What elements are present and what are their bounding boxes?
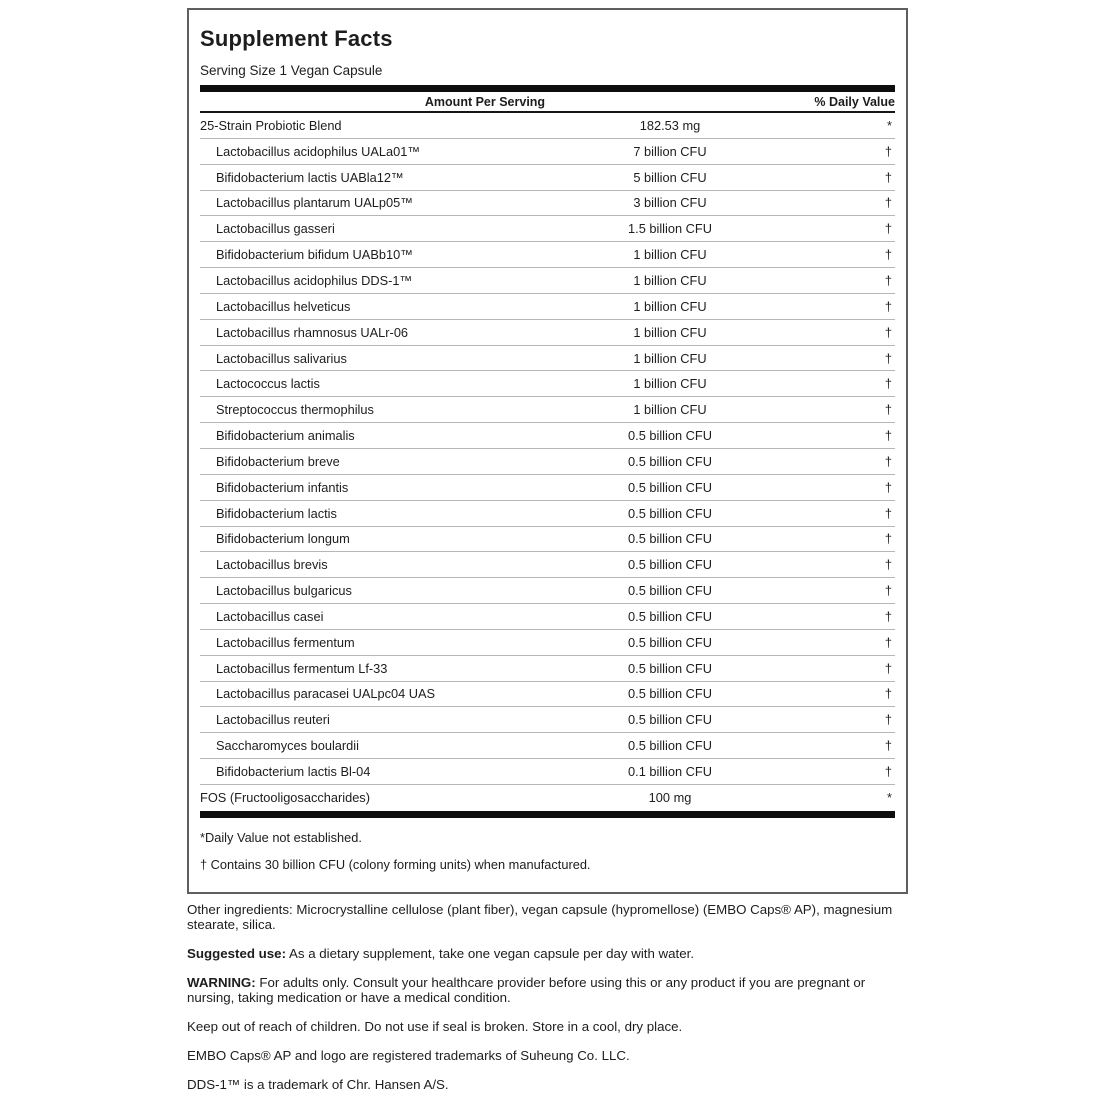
ingredient-name: Bifidobacterium lactis UABla12™ (216, 169, 404, 185)
ingredient-row (200, 268, 895, 294)
ingredient-row (200, 656, 895, 682)
footnote-cfu: † Contains 30 billion CFU (colony forming units) when manufactured. (200, 856, 591, 872)
ingredient-daily-value: † (884, 608, 892, 624)
ingredient-row (200, 475, 895, 501)
ingredient-row (200, 682, 895, 708)
ingredient-daily-value: † (884, 479, 892, 495)
paragraph-text: EMBO Caps® AP and logo are registered trademarks of Suheung Co. LLC. (187, 1047, 630, 1063)
ingredient-amount: 0.5 billion CFU (628, 505, 712, 521)
paragraph-text: As a dietary supplement, take one vegan capsule per day with water. (286, 946, 695, 962)
ingredient-amount: 0.5 billion CFU (628, 686, 712, 702)
ingredient-daily-value: † (884, 221, 892, 237)
ingredient-amount: 0.5 billion CFU (628, 634, 712, 650)
ingredient-row (200, 733, 895, 759)
column-header-daily-value: % Daily Value (814, 94, 895, 109)
ingredient-daily-value: † (884, 505, 892, 521)
ingredient-daily-value: † (884, 660, 892, 676)
ingredient-daily-value: † (884, 402, 892, 418)
panel-title: Supplement Facts (200, 26, 393, 51)
ingredient-name: Bifidobacterium lactis (216, 505, 337, 521)
ingredient-name: Lactobacillus rhamnosus UALr-06 (216, 324, 409, 340)
ingredient-amount: 0.5 billion CFU (628, 738, 712, 754)
ingredient-daily-value: † (884, 376, 892, 392)
ingredient-name: Saccharomyces boulardii (216, 738, 359, 754)
ingredient-amount: 7 billion CFU (633, 143, 707, 159)
ingredient-row (200, 604, 895, 630)
ingredient-row (200, 552, 895, 578)
ingredient-amount: 0.5 billion CFU (628, 583, 712, 599)
ingredient-row (200, 139, 895, 165)
paragraph-label: WARNING: (187, 974, 256, 990)
serving-size: Serving Size 1 Vegan Capsule (200, 63, 383, 78)
ingredient-daily-value: † (884, 764, 892, 780)
ingredient-name: Lactobacillus reuteri (216, 712, 330, 728)
ingredient-amount: 1 billion CFU (633, 350, 707, 366)
ingredient-amount: 182.53 mg (639, 117, 701, 133)
ingredient-amount: 0.5 billion CFU (628, 428, 712, 444)
ingredient-daily-value: † (884, 686, 892, 702)
ingredient-row (200, 320, 895, 346)
ingredient-amount: 1 billion CFU (633, 402, 707, 418)
dds-trademark (187, 1077, 913, 1092)
supplement-facts-panel (187, 8, 908, 894)
ingredient-amount: 1 billion CFU (633, 247, 707, 263)
ingredient-daily-value: * (887, 117, 892, 133)
ingredient-name: Lactococcus lactis (216, 376, 320, 392)
ingredient-name: Lactobacillus casei (216, 608, 324, 624)
ingredient-name: Lactobacillus acidophilus DDS-1™ (216, 272, 413, 288)
paragraph-label: Other ingredients: (187, 902, 293, 917)
ingredient-daily-value: † (884, 531, 892, 547)
ingredient-amount: 0.5 billion CFU (628, 479, 712, 495)
ingredient-name: Bifidobacterium breve (216, 453, 340, 469)
ingredient-name: Lactobacillus gasseri (216, 221, 335, 237)
ingredient-row (200, 501, 895, 527)
ingredient-row (200, 630, 895, 656)
ingredient-row (200, 191, 895, 217)
ingredient-daily-value: † (884, 324, 892, 340)
ingredient-row (200, 371, 895, 397)
ingredient-row (200, 165, 895, 191)
paragraph-text: DDS-1™ is a trademark of Chr. Hansen A/S. (187, 1076, 449, 1092)
ingredient-amount: 100 mg (648, 790, 692, 806)
ingredient-row (200, 216, 895, 242)
ingredient-amount: 0.5 billion CFU (628, 660, 712, 676)
ingredient-amount: 1.5 billion CFU (628, 221, 712, 237)
ingredient-row (200, 423, 895, 449)
ingredient-daily-value: † (884, 247, 892, 263)
ingredient-amount: 0.5 billion CFU (628, 608, 712, 624)
ingredient-daily-value: † (884, 169, 892, 185)
ingredient-daily-value: † (884, 634, 892, 650)
ingredient-name: Lactobacillus fermentum (216, 634, 355, 650)
ingredient-name: Lactobacillus plantarum UALp05™ (216, 195, 414, 211)
divider-thick-top (200, 85, 895, 92)
ingredient-daily-value: † (884, 350, 892, 366)
ingredient-name: Lactobacillus bulgaricus (216, 583, 352, 599)
ingredient-name: Bifidobacterium lactis Bl-04 (216, 764, 371, 780)
suggested-use (187, 946, 913, 961)
ingredient-daily-value: † (884, 583, 892, 599)
ingredient-row (200, 346, 895, 372)
other-ingredients (187, 902, 913, 933)
ingredient-name: Lactobacillus salivarius (216, 350, 347, 366)
ingredient-table (200, 113, 895, 811)
ingredient-daily-value: † (884, 557, 892, 573)
ingredient-daily-value: † (884, 272, 892, 288)
paragraph-text: Keep out of reach of children. Do not use if seal is broken. Store in a cool, dry place. (187, 1018, 683, 1034)
ingredient-row (200, 578, 895, 604)
ingredient-name: Bifidobacterium infantis (216, 479, 349, 495)
ingredient-amount: 1 billion CFU (633, 272, 707, 288)
ingredient-daily-value: † (884, 738, 892, 754)
ingredient-name: Lactobacillus fermentum Lf-33 (216, 660, 388, 676)
ingredient-amount: 1 billion CFU (633, 376, 707, 392)
paragraph-label: Suggested use: (187, 946, 287, 962)
ingredient-row (200, 113, 895, 139)
ingredient-row (200, 449, 895, 475)
label-details-section (187, 902, 913, 1105)
divider-thick-bottom (200, 811, 895, 818)
ingredient-daily-value: † (884, 143, 892, 159)
ingredient-name: Lactobacillus paracasei UALpc04 UAS (216, 686, 436, 702)
ingredient-row (200, 294, 895, 320)
footnote-daily-value: *Daily Value not established. (200, 829, 362, 845)
embo-trademark (187, 1048, 913, 1063)
ingredient-name: Streptococcus thermophilus (216, 402, 374, 418)
ingredient-daily-value: † (884, 428, 892, 444)
ingredient-name: Lactobacillus acidophilus UALa01™ (216, 143, 421, 159)
table-header-row (200, 92, 895, 113)
ingredient-row (200, 242, 895, 268)
ingredient-amount: 3 billion CFU (633, 195, 707, 211)
ingredient-name: 25-Strain Probiotic Blend (200, 117, 342, 133)
ingredient-name: FOS (Fructooligosaccharides) (200, 790, 370, 806)
ingredient-daily-value: † (884, 195, 892, 211)
paragraph-text: Microcrystalline cellulose (plant fiber), vegan capsule (hypromellose) (EMBO Caps® AP), magnesium stearate, silica. (187, 902, 893, 933)
ingredient-row (200, 707, 895, 733)
ingredient-amount: 0.5 billion CFU (628, 453, 712, 469)
ingredient-name: Bifidobacterium bifidum UABb10™ (216, 247, 414, 263)
ingredient-row (200, 397, 895, 423)
ingredient-amount: 0.5 billion CFU (628, 712, 712, 728)
ingredient-amount: 1 billion CFU (633, 298, 707, 314)
ingredient-daily-value: † (884, 453, 892, 469)
ingredient-amount: 0.5 billion CFU (628, 531, 712, 547)
ingredient-daily-value: † (884, 712, 892, 728)
warning (187, 975, 913, 1006)
ingredient-amount: 5 billion CFU (633, 169, 707, 185)
ingredient-row (200, 527, 895, 553)
paragraph-text: For adults only. Consult your healthcare provider before using this or any product if you are pregnant or nursing, taking medication or have a medical condition. (187, 974, 866, 1006)
ingredient-daily-value: † (884, 298, 892, 314)
ingredient-row (200, 785, 895, 811)
ingredient-row (200, 759, 895, 785)
ingredient-name: Bifidobacterium longum (216, 531, 350, 547)
ingredient-amount: 0.1 billion CFU (628, 764, 712, 780)
ingredient-daily-value: * (887, 790, 892, 806)
storage-warning (187, 1019, 913, 1034)
ingredient-amount: 1 billion CFU (633, 324, 707, 340)
ingredient-amount: 0.5 billion CFU (628, 557, 712, 573)
ingredient-name: Bifidobacterium animalis (216, 428, 355, 444)
ingredient-name: Lactobacillus helveticus (216, 298, 351, 314)
ingredient-name: Lactobacillus brevis (216, 557, 328, 573)
column-header-amount-per-serving: Amount Per Serving (424, 94, 546, 109)
